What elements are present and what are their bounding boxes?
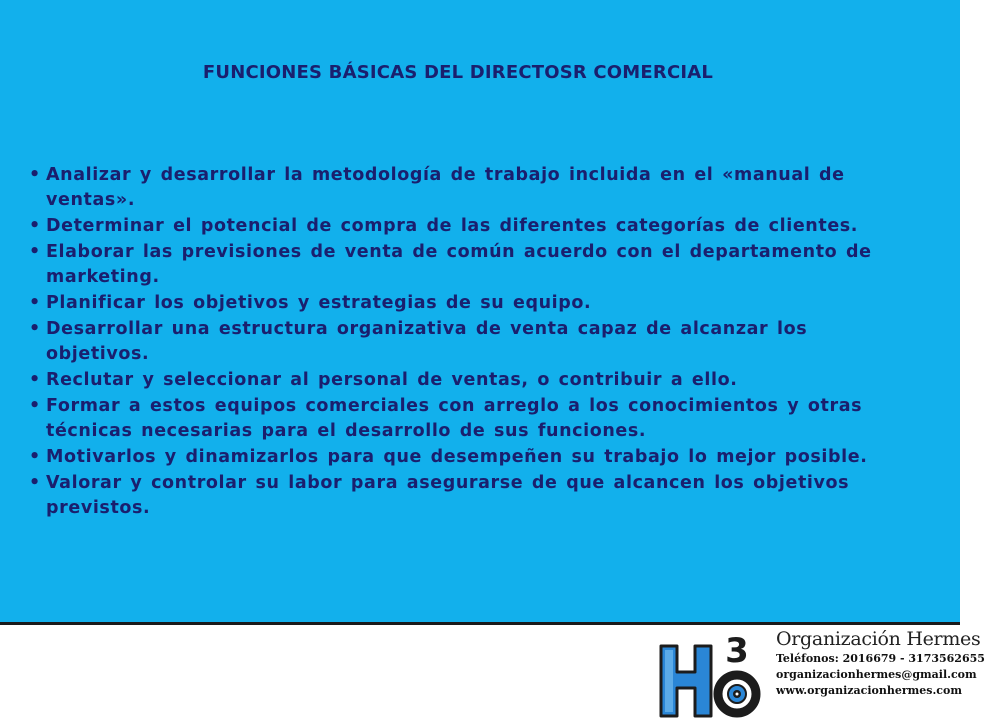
organization-info (776, 627, 985, 699)
bullet-item: • Elaborar las previsiones de venta de común acuerdo con el departamento de marketing. (46, 240, 916, 290)
org-email: organizacionhermes@gmail.com (776, 668, 977, 681)
logo-letter-h (661, 646, 711, 716)
svg-text:3: 3 (725, 631, 749, 671)
bullet-item: • Formar a estos equipos comerciales con arreglo a los conocimientos y otras técnicas necesarias para el desarrollo de sus funciones. (46, 394, 916, 444)
bullet-item: • Determinar el potencial de compra de las diferentes categorías de clientes. (46, 214, 916, 239)
bullet-item: • Planificar los objetivos y estrategias de su equipo. (46, 291, 916, 316)
bullet-item: • Reclutar y seleccionar al personal de ventas, o contribuir a ello. (46, 368, 916, 393)
bullet-item: • Motivarlos y dinamizarlos para que desempeñen su trabajo lo mejor posible. (46, 445, 916, 470)
bullet-list (46, 163, 916, 522)
bullet-item: • Valorar y controlar su labor para asegurarse de que alcancen los objetivos previstos. (46, 471, 916, 521)
org-name: Organización Hermes (776, 628, 981, 650)
slide-title: FUNCIONES BÁSICAS DEL DIRECTOSR COMERCIAL (202, 62, 714, 83)
h3o-logo (655, 632, 767, 718)
org-website: www.organizacionhermes.com (776, 684, 962, 697)
bullet-item: • Analizar y desarrollar la metodología de trabajo incluida en el «manual de ventas». (46, 163, 916, 213)
bullet-item: • Desarrollar una estructura organizativa de venta capaz de alcanzar los objetivos. (46, 317, 916, 367)
org-phones: Teléfonos: 2016679 - 3173562655 (776, 652, 985, 665)
logo-letter-o (718, 675, 756, 713)
